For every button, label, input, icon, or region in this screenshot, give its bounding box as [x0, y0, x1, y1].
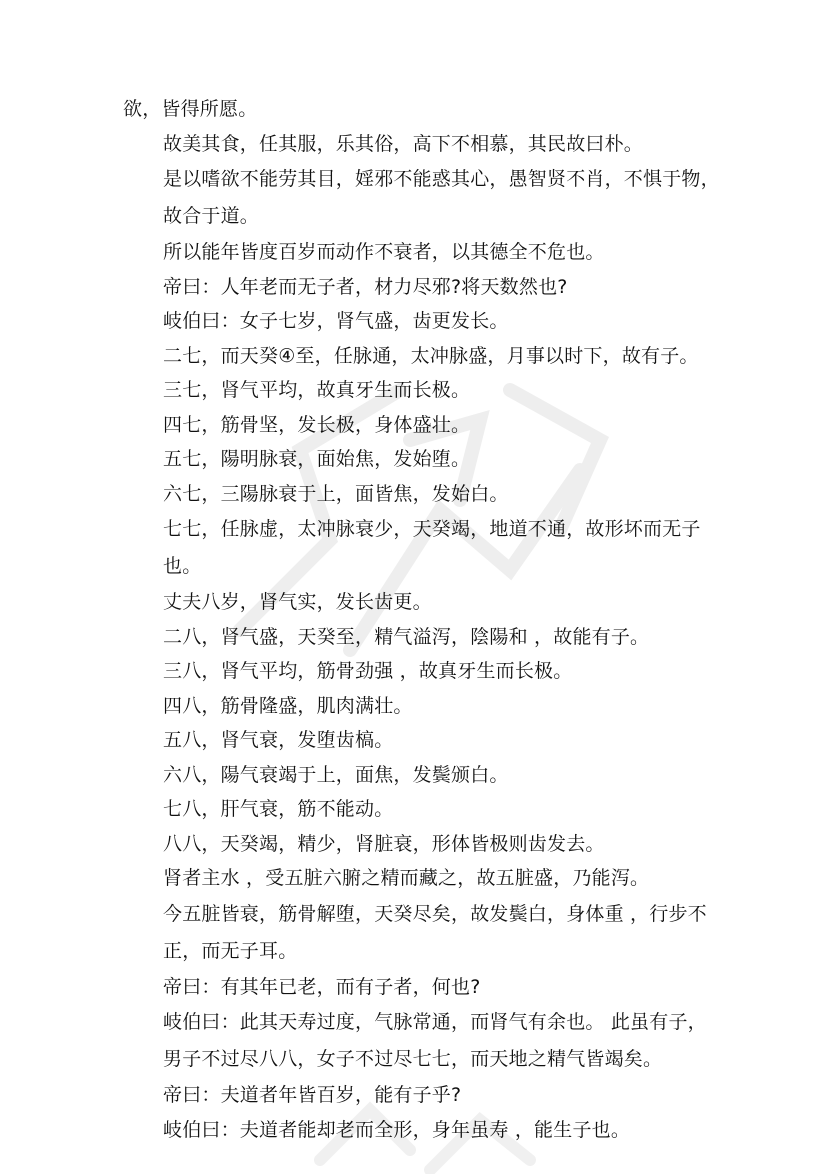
paragraph: 二七，而天癸④至，任脉通，太冲脉盛，月事以时下，故有子。: [163, 344, 699, 367]
paragraph: 三八，肾气平均，筋骨劲强 ，故真牙生而长极。: [163, 660, 573, 682]
paragraph: 五七，陽明脉衰，面始焦，发始堕。: [163, 448, 471, 470]
paragraph: 六七，三陽脉衰于上，面皆焦，发始白。: [163, 482, 509, 505]
paragraph: 六八，陽气衰竭于上，面焦，发鬓颁白。: [163, 763, 509, 786]
paragraph: 是以嗜欲不能劳其目，婬邪不能惑其心，愚智贤不肖，不惧于物，故合于道。: [163, 168, 720, 227]
paragraph: 帝曰：夫道者年皆百岁，能有子乎?: [163, 1084, 462, 1106]
paragraph: 三七，肾气平均，故真牙生而长极。: [163, 379, 471, 401]
paragraph: 七七，任脉虚，太冲脉衰少，天癸竭，地道不通，故形坏而无子也。: [163, 518, 701, 577]
paragraph: 所以能年皆度百岁而动作不衰者，以其德全不危也。: [163, 241, 605, 263]
paragraph: 岐伯曰：女子七岁，肾气盛，齿更发长。: [163, 310, 509, 332]
paragraph: 肾者主水 ，受五脏六腑之精而藏之，故五脏盛，乃能泻。: [163, 867, 650, 889]
paragraph: 七八，肝气衰，筋不能动。: [163, 798, 394, 820]
paragraph: 岐伯曰：夫道者能却老而全形，身年虽寿 ，能生子也。: [163, 1118, 631, 1141]
paragraph: 二八，肾气盛，天癸至，精气溢泻，陰陽和 ，故能有子。: [163, 625, 650, 648]
paragraph: 丈夫八岁，肾气实，发长齿更。: [163, 591, 432, 613]
paragraph: 四七，筋骨坚，发长极，身体盛壮。: [163, 413, 471, 436]
paragraph: 今五脏皆衰，筋骨解堕，天癸尽矣，故发鬓白，身体重 ，行步不正，而无子耳。: [163, 902, 707, 962]
paragraph: 岐伯曰：此其天寿过度，气脉常通，而肾气有余也。 此虽有子，男子不过尽八八，女子不过尽七七，而天地之精气皆竭矣。: [163, 1011, 707, 1070]
paragraph: 八八，天癸竭，精少，肾脏衰，形体皆极则齿发去。: [163, 832, 605, 855]
paragraph: 四八，筋骨隆盛，肌肉满壮。: [163, 694, 413, 717]
classical-text-body: [123, 92, 723, 1147]
paragraph: 帝曰：有其年已老，而有子者，何也?: [163, 975, 481, 998]
paragraph: 帝曰：人年老而无子者，材力尽邪?将天数然也?: [163, 275, 568, 298]
paragraph: 欲，皆得所愿。: [123, 98, 258, 120]
paragraph: 五八，肾气衰，发堕齿槁。: [163, 729, 394, 751]
paragraph: 故美其食，任其服，乐其俗，高下不相慕，其民故曰朴。: [163, 132, 644, 155]
